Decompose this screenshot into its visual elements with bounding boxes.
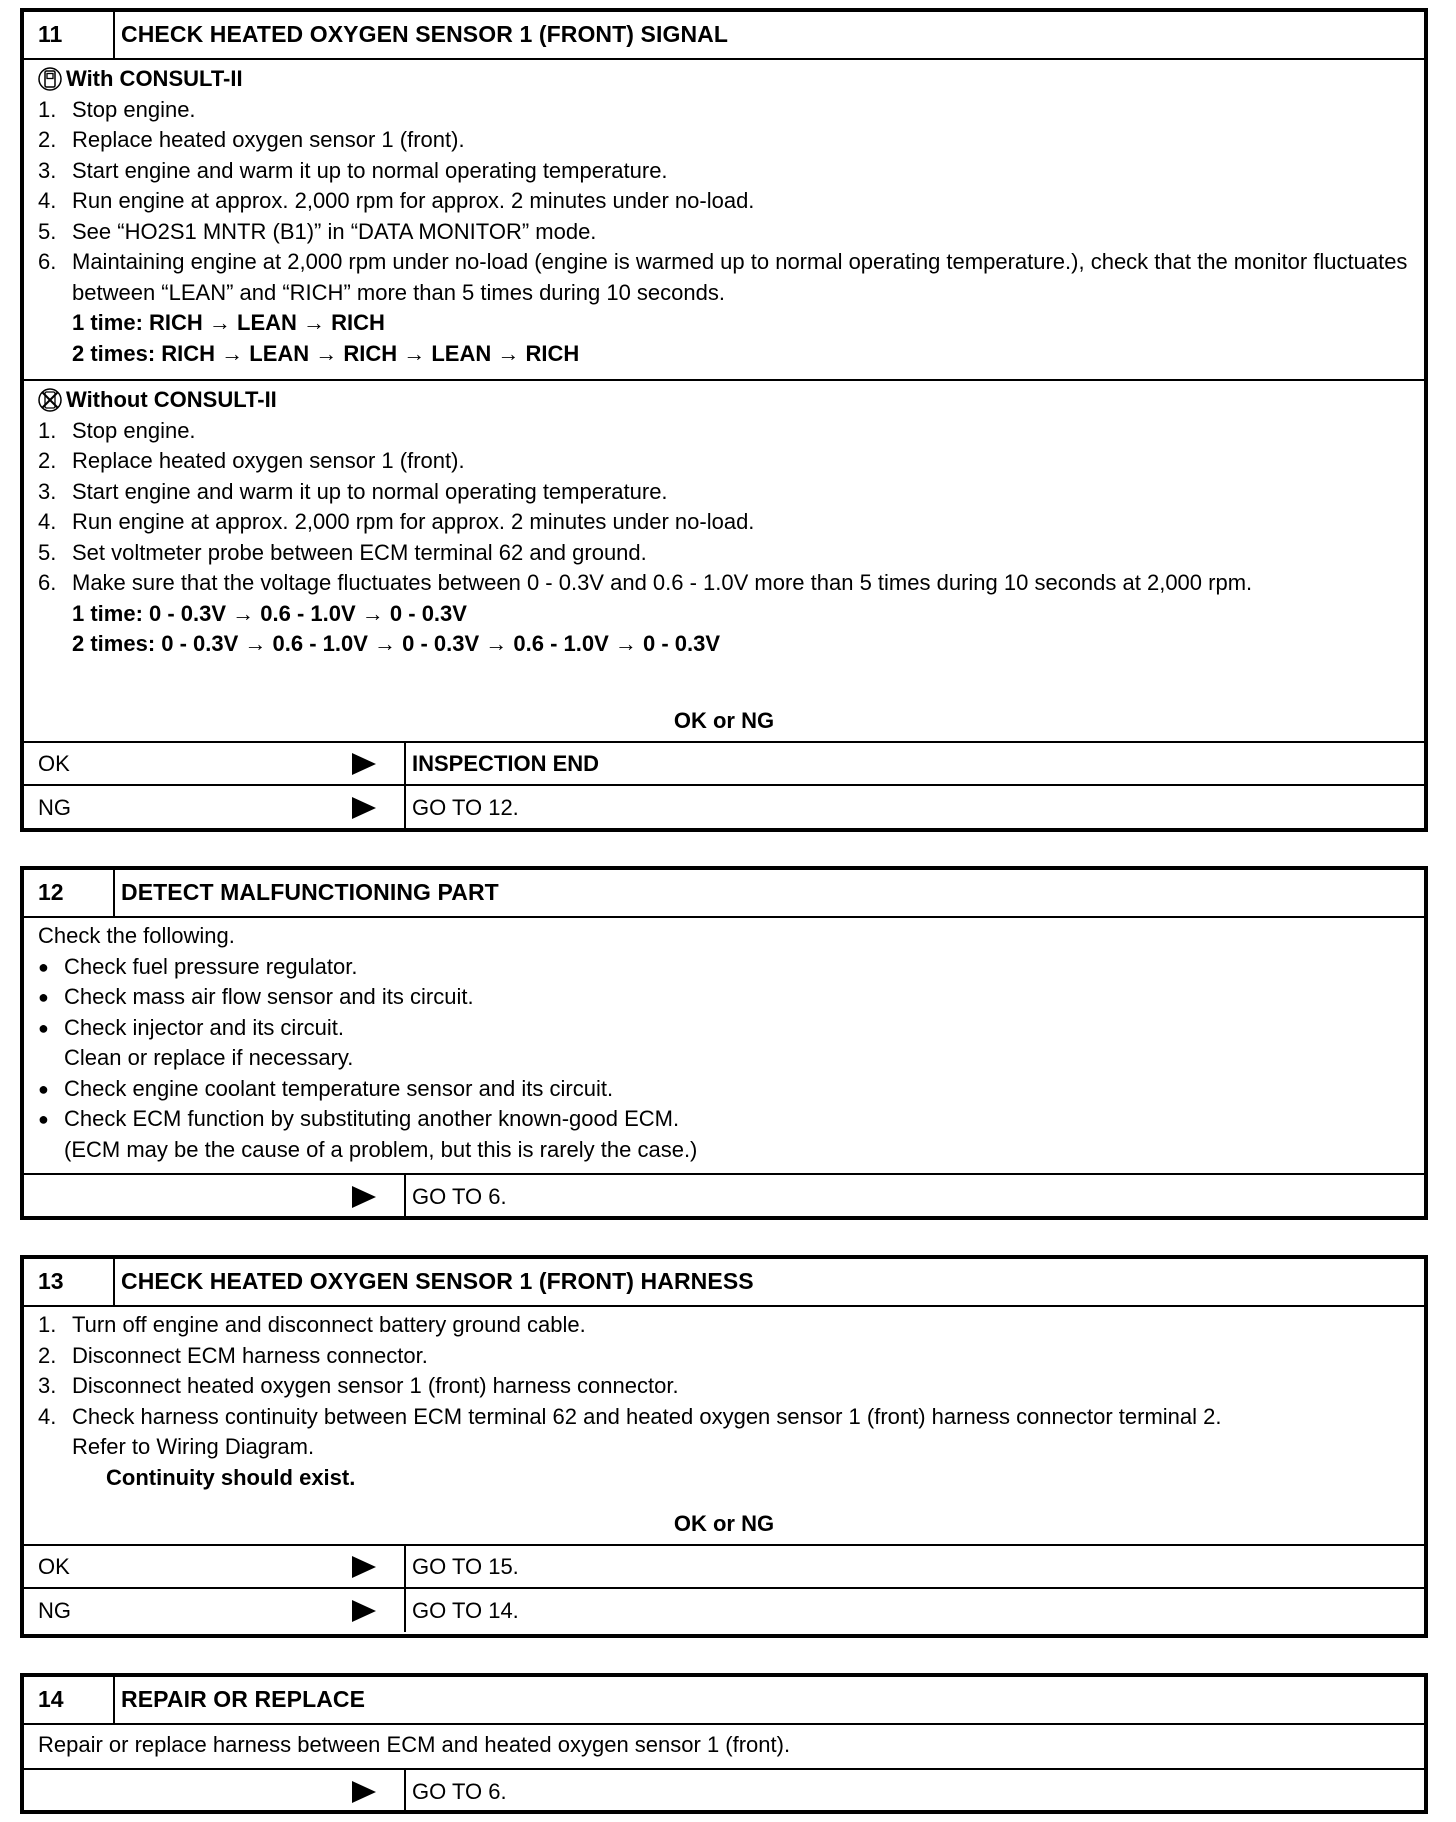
list-item: 6. Make sure that the voltage fluctuates between 0 - 0.3V and 0.6 - 1.0V more than 5 times during 10 seconds at 2,000 rpm.	[38, 570, 1253, 595]
intro-text: Check the following.	[38, 923, 235, 948]
with-consult-label: With CONSULT-II	[66, 66, 243, 91]
list-item: 2. Disconnect ECM harness connector.	[38, 1342, 428, 1368]
step-14-box	[20, 1673, 1428, 1814]
result-row-ok	[24, 1546, 1424, 1589]
step-header	[24, 1677, 1424, 1725]
without-consult-section	[24, 381, 1424, 699]
result-row-ng	[24, 1589, 1424, 1632]
arrow-right-icon	[352, 1781, 376, 1803]
with-consult-heading	[38, 64, 1410, 95]
step-number: 12	[24, 870, 115, 916]
without-consult-steps	[38, 416, 1410, 599]
result-action: INSPECTION END	[412, 750, 600, 776]
result-action-link[interactable]: GO TO 15.	[412, 1553, 519, 1579]
list-item: ● Check engine coolant temperature sensor and its circuit.	[38, 1074, 1410, 1105]
spec-note: Continuity should exist.	[106, 1464, 356, 1490]
list-item: 5. Set voltmeter probe between ECM terminal 62 and ground.	[38, 539, 647, 565]
result-label: NG	[38, 794, 71, 820]
list-item: ● Check mass air flow sensor and its circuit.	[38, 982, 1410, 1013]
list-item: 1. Turn off engine and disconnect battery ground cable.	[38, 1312, 586, 1337]
result-row-ok	[24, 743, 1424, 786]
list-item: 2. Replace heated oxygen sensor 1 (front).	[38, 448, 465, 473]
without-consult-label: Without CONSULT-II	[66, 387, 277, 412]
list-item: 3. Disconnect heated oxygen sensor 1 (front) harness connector.	[38, 1373, 679, 1398]
step-number: 13	[24, 1259, 115, 1305]
arrow-right-icon	[352, 1186, 376, 1208]
step-13-box	[20, 1255, 1428, 1638]
bullet-icon: ●	[38, 987, 49, 1007]
check-list-continued	[38, 1074, 1410, 1135]
list-item: 4. Check harness continuity between ECM terminal 62 and heated oxygen sensor 1 (front) harness connector terminal 2.	[38, 1403, 1222, 1429]
spec-note: 1 time: RICH → LEAN → RICH	[72, 310, 385, 335]
bullet-icon: ●	[38, 1017, 49, 1038]
list-item: 5. See “HO2S1 MNTR (B1)” in “DATA MONITOR” mode.	[38, 218, 597, 244]
step-number: 11	[24, 12, 115, 58]
step-title: CHECK HEATED OXYGEN SENSOR 1 (FRONT) HARNESS	[121, 1268, 754, 1294]
step-title: REPAIR OR REPLACE	[121, 1686, 366, 1712]
spec-note: 2 times: 0 - 0.3V → 0.6 - 1.0V → 0 - 0.3V → 0.6 - 1.0V → 0 - 0.3V	[72, 631, 721, 656]
step-header	[24, 1259, 1424, 1307]
list-item: 4. Run engine at approx. 2,000 rpm for approx. 2 minutes under no-load.	[38, 509, 755, 534]
list-item: 1. Stop engine.	[38, 417, 196, 443]
continuation-text: Clean or replace if necessary.	[64, 1045, 354, 1070]
list-item: 2. Replace heated oxygen sensor 1 (front).	[38, 127, 465, 152]
list-item: 6. Maintaining engine at 2,000 rpm under no-load (engine is warmed up to normal operating temperature.), check that the monitor fluctuates between “LEAN” and “RICH” more than 5 times during 10 seconds.	[38, 249, 1408, 305]
list-item: ● Check fuel pressure regulator.	[38, 952, 1410, 983]
result-action-link[interactable]: GO TO 14.	[412, 1597, 519, 1623]
spec-note: 1 time: 0 - 0.3V → 0.6 - 1.0V → 0 - 0.3V	[72, 600, 467, 626]
result-row	[24, 1770, 1424, 1813]
result-row-ng	[24, 786, 1424, 829]
step-12-box	[20, 866, 1428, 1220]
result-row	[24, 1175, 1424, 1218]
step-title: DETECT MALFUNCTIONING PART	[121, 879, 499, 905]
no-consult-icon	[38, 387, 62, 413]
step-title: CHECK HEATED OXYGEN SENSOR 1 (FRONT) SIGNAL	[121, 21, 729, 47]
result-action-link[interactable]: GO TO 6.	[412, 1778, 507, 1804]
arrow-right-icon	[352, 753, 376, 775]
step-number: 14	[24, 1677, 115, 1723]
bullet-icon: ●	[38, 1109, 49, 1129]
check-list	[38, 952, 1410, 1044]
without-consult-heading	[38, 385, 1410, 416]
list-item: 3. Start engine and warm it up to normal operating temperature.	[38, 157, 668, 183]
bullet-icon: ●	[38, 956, 49, 977]
result-label: OK	[38, 1553, 70, 1579]
step-11-box	[20, 8, 1428, 832]
continuation-text: Refer to Wiring Diagram.	[72, 1434, 315, 1459]
arrow-right-icon	[352, 1556, 376, 1578]
continuation-text: (ECM may be the cause of a problem, but this is rarely the case.)	[64, 1136, 698, 1162]
list-item: 3. Start engine and warm it up to normal operating temperature.	[38, 478, 668, 504]
step-header	[24, 870, 1424, 918]
step-body	[24, 1307, 1424, 1502]
spec-note: 2 times: RICH → LEAN → RICH → LEAN → RICH	[72, 340, 580, 366]
ok-or-ng-label: OK or NG	[24, 1502, 1424, 1546]
ok-or-ng-label: OK or NG	[24, 699, 1424, 743]
with-consult-section	[24, 60, 1424, 381]
result-action-link[interactable]: GO TO 6.	[412, 1183, 507, 1209]
step-body	[24, 1725, 1424, 1770]
result-label: NG	[38, 1597, 71, 1623]
list-item: ● Check ECM function by substituting another known-good ECM.	[38, 1104, 1410, 1135]
list-item: ● Check injector and its circuit.	[38, 1013, 1410, 1044]
body-text: Repair or replace harness between ECM and heated oxygen sensor 1 (front).	[38, 1732, 791, 1757]
step-header	[24, 12, 1424, 60]
result-label: OK	[38, 750, 70, 776]
arrow-right-icon	[352, 797, 376, 819]
with-consult-steps	[38, 95, 1410, 309]
bullet-icon: ●	[38, 1078, 49, 1099]
procedure-steps	[38, 1310, 1410, 1432]
list-item: 4. Run engine at approx. 2,000 rpm for approx. 2 minutes under no-load.	[38, 188, 755, 213]
consult-tester-icon	[38, 66, 62, 92]
result-action-link[interactable]: GO TO 12.	[412, 794, 519, 820]
arrow-right-icon	[352, 1600, 376, 1622]
step-body	[24, 918, 1424, 1175]
list-item: 1. Stop engine.	[38, 96, 196, 122]
